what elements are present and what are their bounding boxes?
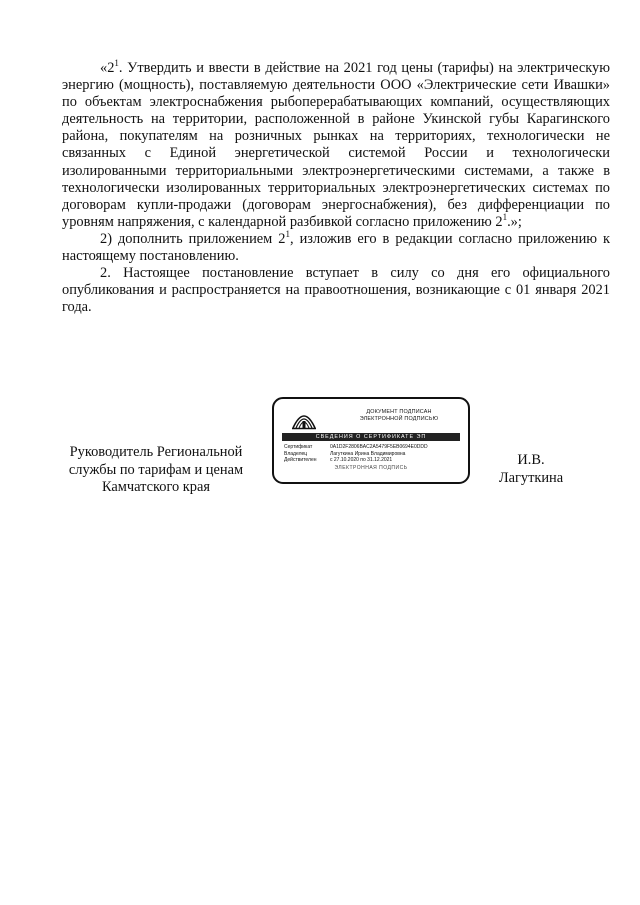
emblem-icon [290, 408, 318, 430]
paragraph-2-1 [62, 60, 610, 231]
stamp-certificate-details [284, 444, 462, 464]
stamp-row-value: с 27.10.2020 по 31.12.2021 [330, 457, 393, 464]
signer-position-line: Камчатского края [102, 479, 210, 495]
stamp-row-key: Владелец [284, 450, 308, 457]
stamp-title [332, 409, 466, 423]
paragraph-text: «2 [100, 60, 115, 76]
signer-position [58, 444, 254, 497]
stamp-row-key: Сертификат [284, 444, 313, 450]
paragraph-text: .»; [507, 213, 522, 230]
superscript: 1 [114, 58, 119, 69]
paragraph-effective-date [62, 265, 610, 316]
signer-surname: Лагуткина [498, 469, 564, 486]
stamp-row-value: Лагуткина Ирина Владимировна [330, 450, 406, 457]
stamp-row-validity [284, 457, 462, 464]
superscript: 1 [502, 212, 508, 223]
paragraph-text: 2) дополнить приложением 2 [100, 230, 286, 247]
stamp-row-key: Действителен [284, 457, 317, 464]
stamp-title-line: ДОКУМЕНТ ПОДПИСАН [366, 409, 432, 415]
signer-position-line: Руководитель Региональной [69, 444, 243, 460]
paragraph-text: . Утвердить и ввести в действие на 2021 год цены (тарифы) на электрическую энергию (мощность), поставляемую деятельности ООО «Электрические сети Ивашки» по объектам электроснабжения рыбоперерабатывающих компаний, осуществляющих деятельность на территории, расположенной в районе Укинской губы Карагинского района, покупателям на розничных рынках на территориях, технологически не связанных с Единой энергетической системой России и технологически изолированными территориальными электроэнергетическими системами, а также в технологически изолированных территориальных электроэнергетических системах по договорам купли-продажи (договорам энергоснабжения), без дифференциации по уровням напряжения, с календарной разбивкой согласно приложению 2 [62, 60, 610, 230]
electronic-signature-stamp [272, 397, 470, 484]
stamp-row-certificate [284, 444, 462, 451]
stamp-row-value: 0A1D2F2806BAC2A5479F5EB0694E0DDD [330, 444, 428, 450]
paragraph-text: 2. Настоящее постановление вступает в силу со дня его официального опубликования и распространяется на правоотношения, возникающие с 01 января 2021 года. [62, 265, 610, 316]
document-body [62, 60, 610, 316]
stamp-certificate-header: СВЕДЕНИЯ О СЕРТИФИКАТЕ ЭП [282, 433, 460, 441]
superscript: 1 [285, 229, 290, 240]
signer-name [484, 452, 578, 487]
signer-position-line: службы по тарифам и ценам [68, 461, 244, 478]
stamp-footer: ЭЛЕКТРОННАЯ ПОДПИСЬ [334, 465, 408, 471]
stamp-title-line: ЭЛЕКТРОННОЙ ПОДПИСЬЮ [359, 415, 439, 422]
paragraph-text: , изложив его в редакции согласно приложению к настоящему постановлению. [62, 230, 611, 265]
paragraph-item-2 [62, 231, 610, 265]
signer-initials: И.В. [517, 452, 545, 468]
